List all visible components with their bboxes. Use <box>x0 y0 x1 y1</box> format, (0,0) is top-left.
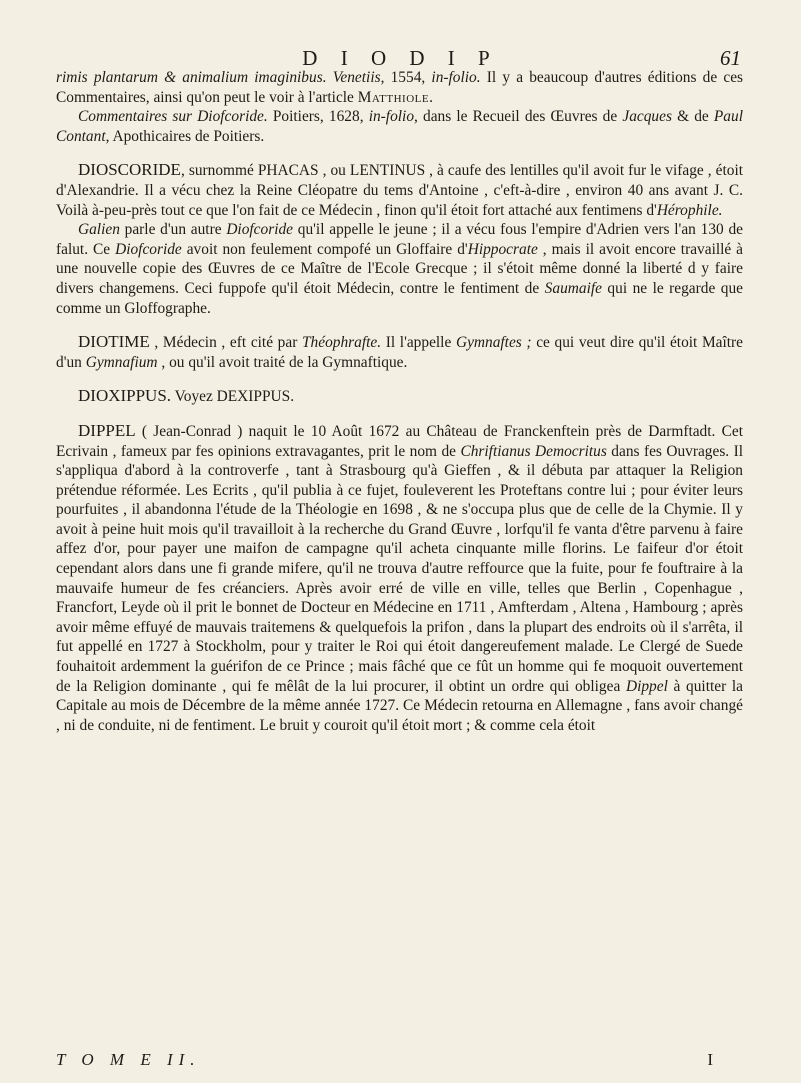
text-span: , dans le Recueil des Œuvres de <box>414 108 623 126</box>
text-span: Chriftianus Democritus <box>460 442 607 460</box>
text-span: , Médecin , eft cité par <box>149 334 302 352</box>
text-span: Saumaife <box>544 279 602 297</box>
entry-dioxippus <box>56 386 743 407</box>
text-span: , surnommé PHACAS , ou LENTINUS , à caufe des lentilles qu'il avoit fur le vifage , étoit d'Alexandrie. Il a vécu chez la Reine Cléopatre du tems d'Antoine , c'eft-à-dire , environ 40 ans avant J. C. Voilà à-peu-près tout ce que l'on fait de ce Médecin , finon qu'il étoit fort attaché aux fentimens d' <box>56 162 743 219</box>
running-head: D I O D I P <box>302 46 499 70</box>
text-span: Hérophile. <box>656 201 723 219</box>
text-span: Galien <box>78 221 120 239</box>
text-span: Commentaires sur Diofcoride. <box>78 108 268 126</box>
text-span: rimis plantarum & animalium imaginibus. Venetiis <box>56 69 381 86</box>
spacer <box>56 146 743 160</box>
text-span: , 1554, <box>380 69 432 86</box>
text-span: , ou qu'il avoit traité de la Gymnaftique. <box>157 353 408 371</box>
page-number: 61 <box>720 46 741 70</box>
text-span: qui étoit dangereufement malade. Le Clergé de Suede fouhaitoit ardemment la guérifon de ce Prince ; mais fâché que ce fût un homme qui fe moquoit ouvertement de la Religion dominante , qui fe mêlât de la lui procurer, il obtint un ordre qui obligea <box>56 638 743 695</box>
signature-mark: I <box>707 1050 713 1069</box>
text-span: Jacques <box>622 108 672 126</box>
text-span: Poitiers, 1628, <box>267 108 369 126</box>
text-span: in-folio <box>368 108 415 126</box>
text-span: Gymnafium <box>85 353 158 371</box>
spacer <box>56 372 743 386</box>
text-span: parle d'un autre <box>119 221 227 239</box>
entry-headword: DIOSCORIDE <box>78 160 181 180</box>
text-span: Théophrafte. <box>302 334 382 352</box>
spacer <box>56 318 743 332</box>
text-span: avoit non feulement compofé un Gloffaire d' <box>181 240 468 258</box>
text-span: Dippel <box>625 677 668 695</box>
volume-signature: T O M E II. <box>56 1050 201 1069</box>
spacer <box>56 407 743 421</box>
text-span: ( Jean-Conrad ) naquit le 10 Août 1672 au Château de Franckenftein près de Darmftadt. Cet Ecrivain , fameux par fes opinions extravagantes, prit le nom de <box>56 422 743 460</box>
entry-diotime <box>56 332 743 372</box>
text-span: Diofcoride <box>115 240 182 258</box>
text-span: dans fes Ouvrages. Il s'appliqua d'abord à la controverfe , tant à Strasbourg qu'à Gieffen , & il débuta par attaquer la Religion prétendue réformée. Les Ecrits , qu'il publia à ce fujet, fouleverent les Proteftans contre lui ; pour éviter leurs pourfuites , il abandonna l'étude de la Théologie en 1698 , & ne s'occupa plus que de celle de la Chymie. Il y avoit à peine huit mois qu'il travailloit à la recherche du Grand Œuvre , lorfqu'il fe vanta d'être parvenu à faire affez d'or, pour payer une maifon de campagne qu'il acheta cinquante mille florins. Le faifeur d'or étoit cependant alors dans une fi grande mifere, qu'il ne trouva d'autre reffource que la fuite, pour fe fouftraire à la mauvaife humeur de fes créanciers. Après avoir erré de ville en ville, telles que Berlin , Copenhague , Francfort, Leyde où il prit le bonnet de Docteur en Médecine en 1711 , Amfterdam , Altena , Hambourg ; après avoir même effuyé de mauvais traitemens & quelquefois la prifon , dans la plupart des endroits où il s'arrêta, il fut appellé en 1727 à Stockholm, pour y traiter le <box>56 442 744 656</box>
text-span: , mais il avoit encore travaillé à une nouvelle copie des Œuvres de ce Maître de l'Ecole Grecque ; il s'étoit même donné la liberté d y faire divers changemens. Ceci fuppofe qu'il étoit Médecin, contre le fentiment de <box>56 240 744 297</box>
entry-dioscoride <box>56 160 743 220</box>
text-span: , Apothicaires de Poitiers. <box>105 127 265 145</box>
text-span: qui ne le regarde que comme un Gloffographe. <box>56 279 743 317</box>
text-span: Gymnaftes ; <box>455 334 532 352</box>
text-span: à quitter la Capitale au mois de Décembre de la même année 1727. Ce Médecin retourna en Allemagne , fans avoir changé , ni de conduite, ni de fentiment. Le bruit y couroit qu'il étoit mort ; & comme cela étoit <box>56 677 743 734</box>
paragraph-commentaires <box>56 107 743 146</box>
page-footer <box>56 1050 743 1072</box>
text-span: Il y a beaucoup d'autres éditions de ces Commentaires, ainsi qu'on peut le voir à l'article <box>56 69 744 106</box>
entry-headword: DIPPEL <box>78 420 136 440</box>
cross-reference: Matthiole. <box>357 88 434 106</box>
text-span: Roi <box>375 638 399 656</box>
entry-headword: DIOTIME <box>78 332 150 352</box>
text-span: & de <box>671 108 714 126</box>
paragraph-galien <box>56 220 743 318</box>
entry-dippel <box>56 421 743 736</box>
text-span: Voyez DEXIPPUS. <box>171 388 295 406</box>
text-span: Paul Contant <box>56 108 743 145</box>
text-span: in-folio. <box>431 69 481 86</box>
text-span: Il l'appelle <box>381 334 456 352</box>
entry-headword: DIOXIPPUS. <box>78 386 172 406</box>
text-span: Hippocrate <box>467 240 538 258</box>
page-header <box>0 46 801 76</box>
text-span: qu'il appelle le jeune ; il a vécu fous l'empire d'Adrien vers l'an 130 de falut. Ce <box>56 221 743 258</box>
text-span: ce qui veut dire qu'il étoit Maître d'un <box>56 334 743 371</box>
text-span: Diofcoride <box>226 221 293 239</box>
